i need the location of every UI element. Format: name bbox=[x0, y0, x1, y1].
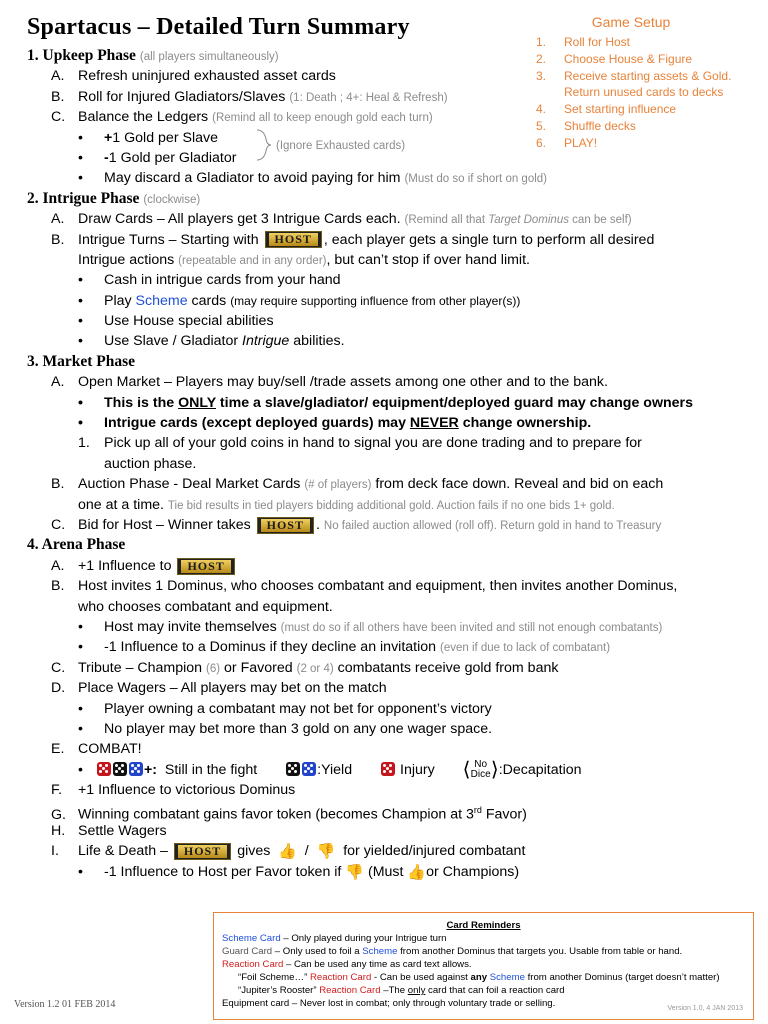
phase-intrigue: 2. Intrigue Phase (clockwise) bbox=[27, 189, 201, 207]
list-item: I. Life & Death – HOST gives 👍 / 👎 for yielded/injured combatant bbox=[0, 841, 768, 861]
setup-item: 5. Shuffle decks bbox=[536, 118, 636, 133]
list-item: “Foil Scheme…” Reaction Card - Can be used against any Scheme from another Dominus (target doesn’t matter) bbox=[238, 972, 720, 983]
list-item: F. +1 Influence to victorious Dominus bbox=[51, 782, 296, 799]
list-item-continuation: auction phase. bbox=[104, 455, 197, 472]
list-item: B. Intrigue Turns – Starting with HOST , each player gets a single turn to perform all desired bbox=[51, 231, 655, 248]
list-item: •Cash in intrigue cards from your hand bbox=[0, 270, 768, 290]
list-item: •Intrigue cards (except deployed guards) may NEVER change ownership. bbox=[0, 413, 768, 433]
thumbs-up-icon: 👍 bbox=[278, 843, 297, 861]
red-die-icon bbox=[97, 762, 111, 776]
black-die-icon bbox=[286, 762, 300, 776]
list-item: B. Auction Phase - Deal Market Cards (# of players) from deck face down. Reveal and bid on each bbox=[51, 476, 664, 493]
page-title: Spartacus – Detailed Turn Summary bbox=[27, 14, 410, 40]
no-dice-icon: ⟨ No Dice ⟩ bbox=[463, 760, 499, 780]
list-item-continuation: one at a time. Tie bid results in tied players bidding additional gold. Auction fails if no one bids 1+ gold. bbox=[78, 496, 615, 513]
list-item: C. Tribute – Champion (6) or Favored (2 or 4) combatants receive gold from bank bbox=[51, 659, 559, 676]
list-item: •Host may invite themselves (must do so if all others have been invited and still not enough combatants) bbox=[0, 617, 768, 637]
list-item: D. Place Wagers – All players may bet on the match bbox=[51, 680, 387, 697]
list-item: A. Draw Cards – All players get 3 Intrigue Cards each. (Remind all that Target Dominus can be self) bbox=[51, 211, 632, 228]
list-item-continuation: Intrigue actions (repeatable and in any order), but can’t stop if over hand limit. bbox=[78, 251, 530, 268]
card-reminders bbox=[213, 912, 754, 1020]
list-item: Guard Card – Only used to foil a Scheme from another Dominus that targets you. Usable from table or hand. bbox=[222, 946, 683, 957]
list-item: Equipment card – Never lost in combat; only through voluntary trade or selling. bbox=[222, 998, 556, 1009]
list-item: •-1 Influence to a Dominus if they decline an invitation (even if due to lack of combatant) bbox=[0, 637, 768, 657]
list-item: •Play Scheme cards (may require supporting influence from other player(s)) bbox=[0, 291, 768, 311]
card-reminders-version: Version 1.0, 4 JAN 2013 bbox=[667, 1005, 743, 1012]
host-badge-icon: HOST bbox=[257, 517, 314, 534]
phase-market: 3. Market Phase bbox=[27, 352, 136, 370]
list-item: •Use Slave / Gladiator Intrigue abilities. bbox=[0, 331, 768, 351]
ignore-exhausted-note: (Ignore Exhausted cards) bbox=[276, 140, 406, 152]
list-item: B. Host invites 1 Dominus, who chooses combatant and equipment, then invites another Dominus, bbox=[51, 578, 678, 595]
host-badge-icon: HOST bbox=[174, 843, 231, 860]
phase-upkeep: 1. Upkeep Phase (all players simultaneously) bbox=[27, 47, 279, 64]
list-item: •+1 Gold per Slave bbox=[0, 128, 768, 148]
blue-die-icon bbox=[129, 762, 143, 776]
version-label: Version 1.2 01 FEB 2014 bbox=[14, 999, 116, 1010]
setup-item: 4. Set starting influence bbox=[536, 102, 677, 117]
list-item: •May discard a Gladiator to avoid paying for him (Must do so if short on gold) bbox=[0, 168, 768, 188]
combat-legend: •+: Still in the fight :Yield Injury ⟨ No Dice ⟩ :Decapitation bbox=[0, 760, 768, 780]
list-item: “Jupiter’s Rooster” Reaction Card –The only card that can foil a reaction card bbox=[238, 985, 565, 996]
list-item: C. Bid for Host – Winner takes HOST . No failed auction allowed (roll off). Return gold in hand to Treasury bbox=[51, 516, 662, 533]
host-badge-icon: HOST bbox=[265, 231, 322, 248]
card-reminders-title: Card Reminders bbox=[446, 920, 521, 931]
thumbs-up-icon: 👍 bbox=[407, 863, 427, 881]
list-item: A. Open Market – Players may buy/sell /trade assets among one other and to the bank. bbox=[51, 374, 608, 391]
turn-summary bbox=[0, 46, 768, 882]
list-item: H. Settle Wagers bbox=[51, 822, 167, 839]
list-item: E. COMBAT! bbox=[51, 741, 142, 758]
setup-item: 1. Roll for Host bbox=[536, 35, 631, 49]
list-item: •Use House special abilities bbox=[0, 311, 768, 331]
list-item: •-1 Gold per Gladiator bbox=[0, 148, 768, 168]
list-item: Scheme Card – Only played during your Intrigue turn bbox=[222, 933, 447, 944]
game-setup-title: Game Setup bbox=[591, 14, 671, 30]
thumbs-down-icon: 👎 bbox=[345, 863, 365, 881]
list-item: B. Roll for Injured Gladiators/Slaves (1: Death ; 4+: Heal & Refresh) bbox=[51, 88, 448, 105]
list-item: • 1. Pick up all of your gold coins in hand to signal you are done trading and to prepare for bbox=[0, 433, 768, 453]
black-die-icon bbox=[113, 762, 127, 776]
list-item: C. Balance the Ledgers (Remind all to keep enough gold each turn) bbox=[51, 109, 433, 126]
list-item: G. Winning combatant gains favor token (becomes Champion at 3rd Favor) bbox=[51, 805, 527, 824]
phase-arena: 4. Arena Phase bbox=[27, 536, 126, 554]
list-item: Reaction Card – Can be used any time as card text allows. bbox=[222, 959, 472, 970]
list-item-continuation: who chooses combatant and equipment. bbox=[78, 598, 333, 615]
setup-item: 3. Receive starting assets & Gold. Return unused cards to decks bbox=[536, 68, 732, 100]
host-badge-icon: HOST bbox=[177, 558, 234, 575]
thumbs-down-icon: 👎 bbox=[316, 843, 336, 861]
list-item: •No player may bet more than 3 gold on any one wager space. bbox=[0, 719, 768, 739]
blue-die-icon bbox=[302, 762, 316, 776]
setup-item: 6. PLAY! bbox=[536, 135, 598, 150]
list-item: •-1 Influence to Host per Favor token if 👎 (Must 👍or Champions) bbox=[0, 862, 768, 882]
red-die-icon bbox=[381, 762, 395, 776]
setup-item: 2. Choose House & Figure bbox=[536, 51, 693, 66]
list-item: A. Refresh uninjured exhausted asset cards bbox=[51, 68, 336, 85]
list-item: •This is the ONLY time a slave/gladiator/ equipment/deployed guard may change owners bbox=[0, 393, 768, 413]
list-item: •Player owning a combatant may not bet for opponent’s victory bbox=[0, 699, 768, 719]
list-item: A. +1 Influence to HOST bbox=[0, 556, 768, 576]
